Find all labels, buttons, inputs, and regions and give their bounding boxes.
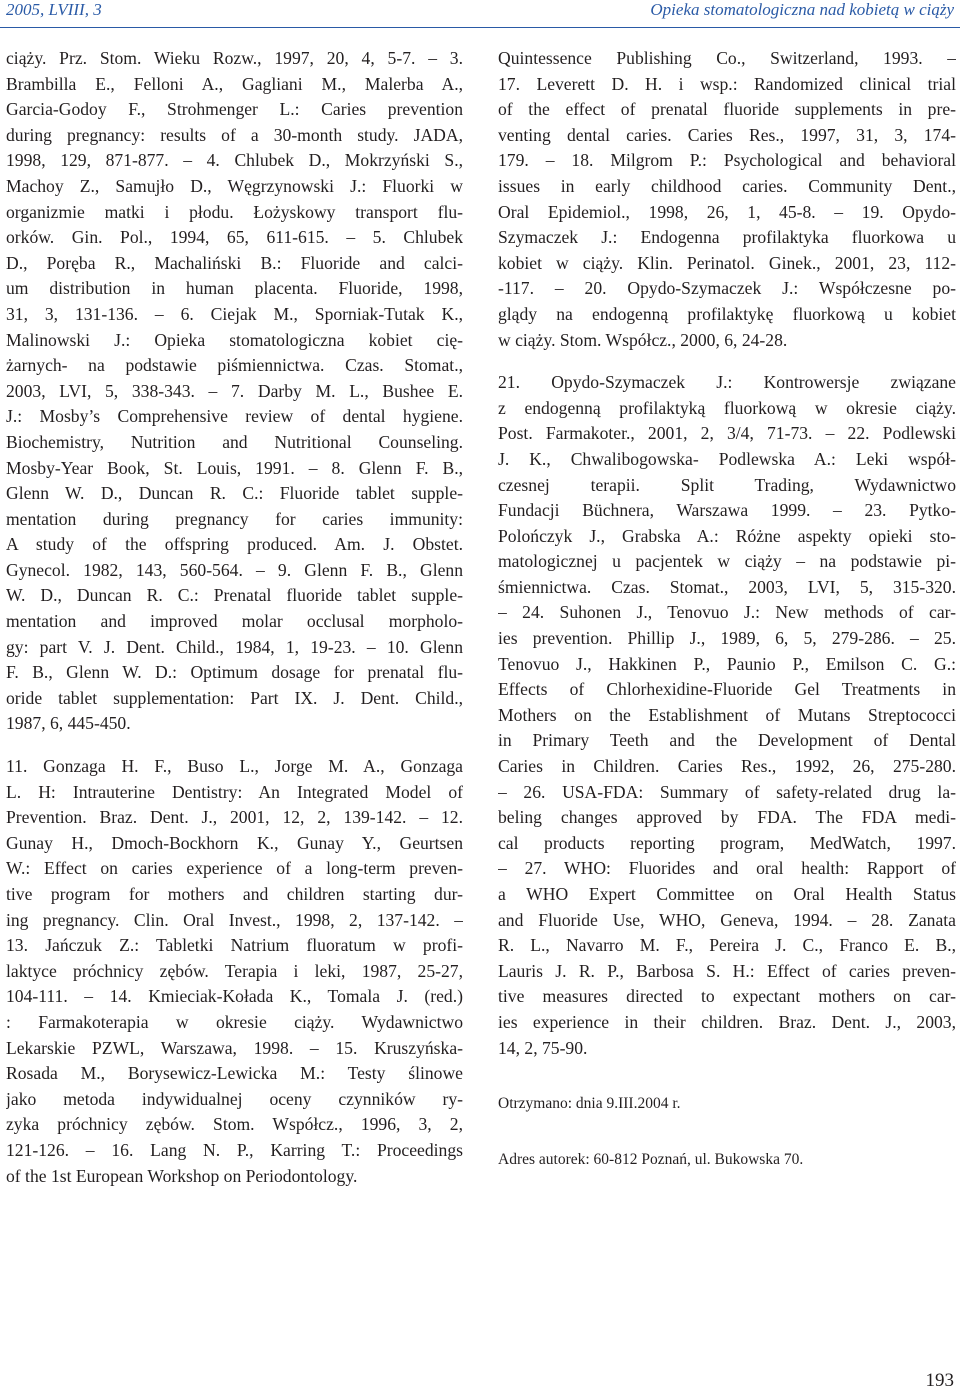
reference-line: Malinowski J.: Opieka stomatologiczna kobiet cię- [6,329,463,350]
reference-line: żarnych- na podstawie piśmiennictwa. Czas. Stomat., [6,355,463,376]
reference-line: ciąży. Prz. Stom. Wieku Rozw., 1997, 20, 4, 5-7. – 3. [6,48,463,68]
reference-line: R. L., Navarro M. F., Pereira J. C., Franco E. B., [498,935,956,956]
reference-line: Gunay H., Dmoch-Bockhorn K., Gunay Y., Geurtsen [6,832,463,853]
reference-line: Oral Epidemiol., 1998, 26, 1, 45-8. – 19. Opydo- [498,201,956,222]
reference-line: z endogenną profilaktyką fluorkową w okresie ciąży. [498,397,956,418]
header-rule [0,27,960,28]
reference-line: Machoy Z., Samujło D., Węgrzynowski J.: Fluorki w [6,175,463,196]
reference-line: A study of the offspring produced. Am. J. Obstet. [6,534,463,555]
reference-line: of the 1st European Workshop on Periodontology. [6,1165,358,1186]
reference-line: Rosada M., Borysewicz-Lewicka M.: Testy ślinowe [6,1063,463,1084]
reference-line: 11. Gonzaga H. F., Buso L., Jorge M. A., Gonzaga [6,756,463,777]
reference-line: -117. – 20. Opydo-Szymaczek J.: Współczesne po- [498,278,956,299]
reference-line: venting dental caries. Caries Res., 1997, 31, 3, 174- [498,124,956,145]
reference-line: Gynecol. 1982, 143, 560-564. – 9. Glenn F. B., Glenn [6,559,463,580]
reference-line: kobiet w ciąży. Klin. Perinatol. Ginek., 2001, 23, 112- [498,252,956,273]
reference-line: ies experience in their children. Braz. Dent. J., 2003, [498,1011,956,1032]
reference-line: W. D., Duncan R. C.: Prenatal fluoride tablet supple- [6,585,463,606]
reference-line: W.: Effect on caries experience of a long-term preven- [6,858,463,879]
reference-line: matologicznej u pacjentek w ciąży – na podstawie pi- [498,551,956,572]
reference-line: um distribution in human placenta. Fluoride, 1998, [6,278,463,299]
reference-line: cal products reporting program, MedWatch, 1997. [498,832,956,853]
reference-line: Lauris J. R. P., Barbosa S. H.: Effect of caries preven- [498,960,956,981]
reference-line: organizmie matki i płodu. Łożyskowy transport flu- [6,201,463,222]
reference-line: tive measures directed to expectant mothers on car- [498,986,956,1007]
reference-line: 14, 2, 75-90. [498,1037,588,1058]
reference-line: Effects of Chlorhexidine-Fluoride Gel Treatments in [498,679,956,700]
reference-line: – 26. USA-FDA: Summary of safety-related drug la- [498,781,956,802]
paragraph-gap [498,353,956,370]
reference-line: Garcia-Godoy F., Strohmenger L.: Caries prevention [6,99,463,120]
reference-line: J.: Mosby’s Comprehensive review of dental hygiene. [6,406,463,427]
page-number: 193 [925,1370,954,1391]
reference-line: orków. Gin. Pol., 1994, 65, 611-615. – 5. Chlubek [6,227,463,248]
reference-line: jako metoda indywidualnej oceny czynników ry- [6,1088,463,1109]
reference-line: during pregnancy: results of a 30-month study. JADA, [6,124,463,145]
reference-line: L. H: Intrauterine Dentistry: An Integrated Model of [6,781,463,802]
reference-line: śmiennictwa. Czas. Stomat., 2003, LVI, 5, 315-320. [498,576,956,597]
reference-line: Biochemistry, Nutrition and Nutritional Counseling. [6,431,463,452]
reference-line: 104-111. – 14. Kmieciak-Kołada K., Tomala J. (red.) [6,986,463,1007]
reference-line: Fundacji Büchnera, Warszawa 1999. – 23. Pytko- [498,500,956,521]
reference-line: Tenovuo J., Hakkinen P., Paunio P., Emilson C. G.: [498,653,956,674]
reference-line: Brambilla E., Felloni A., Gagliani M., Malerba A., [6,73,463,94]
reference-line: 31, 3, 131-136. – 6. Ciejak M., Sporniak-Tutak K., [6,303,463,324]
reference-line: D., Poręba R., Machaliński B.: Fluoride and calci- [6,252,463,273]
reference-line: of the effect of prenatal fluoride supplements in pre- [498,99,956,120]
reference-line: 2003, LVI, 5, 338-343. – 7. Darby M. L., Bushee E. [6,380,463,401]
reference-line: glądy na endogenną profilaktykę fluorkową u kobiet [498,303,956,324]
reference-line: oride tablet supplementation: Part IX. J. Dent. Child., [6,687,463,708]
reference-line: Mosby-Year Book, St. Louis, 1991. – 8. Glenn F. B., [6,457,463,478]
reference-line: Prevention. Braz. Dent. J., 2001, 12, 2, 139-142. – 12. [6,807,463,828]
reference-line: tive program for mothers and children starting dur- [6,884,463,904]
reference-line: and Fluoride Use, WHO, Geneva, 1994. – 28. Zanata [498,909,956,930]
reference-line: 121-126. – 16. Lang N. P., Karring T.: Proceedings [6,1139,463,1160]
reference-line: laktyce próchnicy zębów. Terapia i leki, 1987, 25-27, [6,960,463,981]
reference-line: zyka próchnicy zębów. Stom. Współcz., 1996, 3, 2, [6,1114,463,1135]
reference-line: – 24. Suhonen J., Tenovuo J.: New methods of car- [498,602,956,623]
reference-line: mentation and improved molar occlusal morpholo- [6,611,463,632]
references-column-right [498,46,956,1172]
received-date: Otrzymano: dnia 9.III.2004 r. [498,1095,681,1113]
reference-line: beling changes approved by FDA. The FDA medi- [498,807,956,828]
reference-line: in Primary Teeth and the Development of Dental [498,730,956,751]
reference-line: : Farmakoterapia w okresie ciąży. Wydawnictwo [6,1011,463,1032]
reference-line: a WHO Expert Committee on Oral Health Status [498,884,956,904]
reference-line: 1998, 129, 871-877. – 4. Chlubek D., Mokrzyński S., [6,150,463,171]
reference-line: Caries in Children. Caries Res., 1992, 26, 275-280. [498,756,956,777]
reference-line: gy: part V. J. Dent. Child., 1984, 1, 19-23. – 10. Glenn [6,636,463,657]
reference-line: 13. Jańczuk Z.: Tabletki Natrium fluoratum w profi- [6,935,463,956]
reference-line: Lekarskie PZWL, Warszawa, 1998. – 15. Kruszyńska- [6,1037,463,1058]
reference-line: 179. – 18. Milgrom P.: Psychological and behavioral [498,150,956,171]
reference-line: czesnej terapii. Split Trading, Wydawnictwo [498,474,956,495]
reference-line: F. B., Glenn W. D.: Optimum dosage for prenatal flu- [6,662,463,683]
reference-line: Quintessence Publishing Co., Switzerland, 1993. – [498,48,956,68]
running-header-volume: 2005, LVIII, 3 [6,0,102,19]
reference-line: ing pregnancy. Clin. Oral Invest., 1998, 2, 137-142. – [6,909,463,930]
reference-line: Glenn W. D., Duncan R. C.: Fluoride tablet supple- [6,483,463,504]
reference-line: issues in early childhood caries. Community Dent., [498,175,956,196]
reference-line: 17. Leverett D. H. i wsp.: Randomized clinical trial [498,73,956,94]
references-column-left [6,46,463,1189]
reference-line: Szymaczek J.: Endogenna profilaktyka fluorkowa u [498,227,956,248]
reference-line: 1987, 6, 445-450. [6,713,131,734]
reference-line: Post. Farmakoter., 2001, 2, 3/4, 71-73. – 22. Podlewski [498,423,956,444]
author-address: Adres autorek: 60-812 Poznań, ul. Bukowska 70. [498,1150,804,1168]
reference-line: Mothers on the Establishment of Mutans Streptococci [498,704,956,725]
reference-line: Polończyk J., Grabska A.: Różne aspekty opieki sto- [498,525,956,546]
paragraph-gap [6,737,463,754]
reference-line: – 27. WHO: Fluorides and oral health: Rapport of [498,858,956,879]
reference-line: 21. Opydo-Szymaczek J.: Kontrowersje związane [498,372,956,393]
reference-line: ies prevention. Phillip J., 1989, 6, 5, 279-286. – 25. [498,628,956,649]
reference-line: mentation during pregnancy for caries immunity: [6,508,463,529]
running-header-title: Opieka stomatologiczna nad kobietą w ciąży [650,0,954,19]
reference-line: w ciąży. Stom. Współcz., 2000, 6, 24-28. [498,329,788,350]
reference-line: J. K., Chwalibogowska- Podlewska A.: Leki współ- [498,448,956,469]
